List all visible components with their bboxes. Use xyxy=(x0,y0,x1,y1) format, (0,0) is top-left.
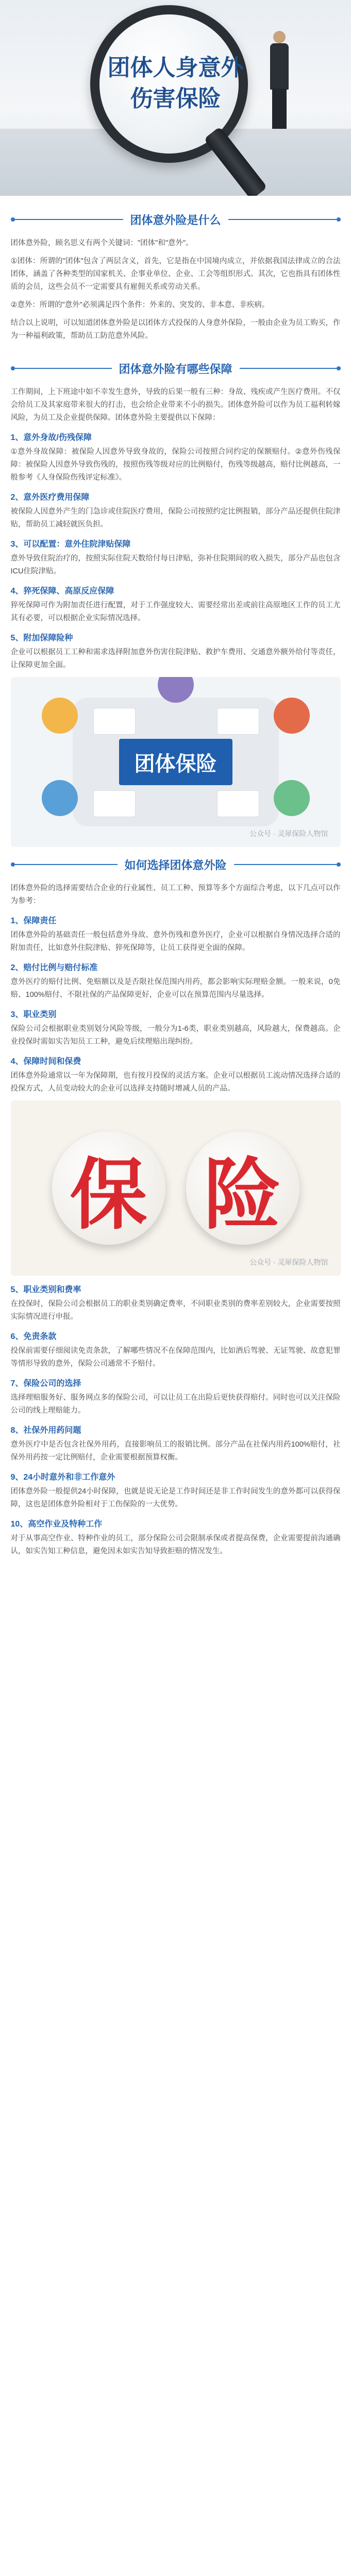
paragraph: 意外医疗的赔付比例、免赔额以及是否限社保范围内用药，都会影响实际理赔金额。一般来说，0免赔、100%赔付、不限社保的产品保障更好，企业可以在预算范围内尽量选择。 xyxy=(10,978,341,999)
paragraph: 团体意外险，顾名思义有两个关键词："团体"和"意外"。 xyxy=(10,239,193,247)
hero-title-line2: 伤害保险 xyxy=(130,86,221,112)
hero-title-line1: 团体人身意外 xyxy=(107,55,244,81)
paragraph: 工作期间，上下班途中如不幸发生意外，导致的后果一般有三种：身故、残疾或产生医疗费用。不仅会给员工及其家庭带来很大的打击，也会给企业带来不小的损失。团体意外险可以作为员工福利转嫁风险，为员工及企业提供保障。团体意外险主要提供以下保障： xyxy=(10,388,341,422)
section4-body xyxy=(11,1283,341,1558)
section-heading-1: 团体意外险是什么 xyxy=(11,209,341,230)
illustration-banner: 团体保险 xyxy=(119,739,232,785)
character-bao: 保 xyxy=(52,1131,165,1245)
item-title: 1、保障责任 xyxy=(10,917,57,925)
section-heading-3: 如何选择团体意外险 xyxy=(11,854,341,875)
paragraph: 团体意外险通常以一年为保障期，也有按月投保的灵活方案。企业可以根据员工流动情况选择合适的投保方式，人员变动较大的企业可以选择支持随时增减人员的产品。 xyxy=(10,1072,341,1093)
item-title: 5、附加保障险种 xyxy=(10,634,73,642)
paragraph: 团体意外险的选择需要结合企业的行业属性、员工工种、预算等多个方面综合考虑，以下几点可以作为参考： xyxy=(10,884,341,905)
watermark: 公众号 · 灵犀保险人物馆 xyxy=(249,829,328,838)
paragraph: 被保险人因意外产生的门急诊或住院医疗费用，保险公司按照约定比例报销，部分产品还提供住院津贴，帮助员工减轻就医负担。 xyxy=(10,507,341,529)
item-title: 6、免责条款 xyxy=(10,1332,57,1341)
item-title: 8、社保外用药问题 xyxy=(10,1426,81,1435)
item-title: 5、职业类别和费率 xyxy=(10,1285,81,1294)
item-title: 10、高空作业及特种工作 xyxy=(10,1520,103,1529)
item-title: 4、保障时间和保费 xyxy=(10,1057,81,1066)
paragraph: ②意外：所谓的"意外"必须满足四个条件：外来的、突发的、非本意、非疾病。 xyxy=(10,301,270,309)
item-title: 3、职业类别 xyxy=(10,1010,57,1019)
item-title: 2、赔付比例与赔付标准 xyxy=(10,963,98,972)
section-heading-2: 团体意外险有哪些保障 xyxy=(11,358,341,379)
section2-body xyxy=(11,386,341,672)
section3-body xyxy=(11,882,341,1095)
paragraph: 猝死保障可作为附加责任进行配置，对于工作强度较大、需要经常出差或前往高原地区工作的员工尤其有必要，可以根据企业实际情况选择。 xyxy=(10,601,341,622)
section1-body xyxy=(11,237,341,343)
paragraph: 结合以上说明，可以知道团体意外险是以团体方式投保的人身意外保险，一般由企业为员工购买，作为一种福利政策，帮助员工防范意外风险。 xyxy=(10,319,341,340)
paragraph: 投保前需要仔细阅读免责条款，了解哪些情况不在保障范围内，比如酒后驾驶、无证驾驶、故意犯罪等情形导致的意外，保险公司通常不予赔付。 xyxy=(10,1347,341,1368)
paragraph: 团体意外险的基础责任一般包括意外身故、意外伤残和意外医疗，企业可以根据自身情况选择合适的附加责任，比如意外住院津贴、猝死保障等，让员工获得更全面的保障。 xyxy=(10,931,341,952)
paragraph: 在投保时，保险公司会根据员工的职业类别确定费率，不同职业类别的费率差别较大，企业需要按照实际情况进行申报。 xyxy=(10,1300,341,1321)
character-xian: 险 xyxy=(186,1131,299,1245)
watermark: 公众号 · 灵犀保险人物馆 xyxy=(249,1258,328,1266)
paragraph: 对于从事高空作业、特种作业的员工，部分保险公司会限制承保或者提高保费，企业需要提前沟通确认，如实告知工种信息，避免因未如实告知导致拒赔的情况发生。 xyxy=(10,1534,341,1555)
paragraph: 保险公司会根据职业类别划分风险等级，一般分为1-6类，职业类别越高，风险越大，保费越高。企业投保时需如实告知员工工种，避免后续理赔出现纠纷。 xyxy=(10,1025,341,1046)
group-insurance-illustration xyxy=(11,677,341,847)
businessman-figure xyxy=(268,31,291,129)
paragraph: ①意外身故保障：被保险人因意外导致身故的，保险公司按照合同约定的保额赔付。②意外伤残保障：被保险人因意外导致伤残的，按照伤残等级对应的比例赔付，伤残等级越高，赔付比例越高，一般参考《人身保险伤残评定标准》。 xyxy=(10,448,341,482)
item-title: 7、保险公司的选择 xyxy=(10,1379,81,1388)
paragraph: 意外医疗中是否包含社保外用药，直接影响员工的报销比例。部分产品在社保内用药100%赔付，社保外用药按一定比例赔付，企业需要根据预算权衡。 xyxy=(10,1440,341,1462)
paragraph: ①团体：所谓的"团体"包含了两层含义，首先，它是指在中国境内成立，并依据我国法律成立的合法团体，涵盖了各种类型的国家机关、企事业单位、企业、工会等组织形式。其次，它也指具有团体性质的会员，这些会员不一定需要具有雇佣关系或劳动关系。 xyxy=(10,257,341,291)
baoxian-illustration xyxy=(11,1100,341,1276)
paragraph: 团体意外险一般提供24小时保障，也就是说无论是工作时间还是非工作时间发生的意外都可以获得保障，这也是团体意外险相对于工伤保险的一大优势。 xyxy=(10,1487,341,1509)
item-title: 4、猝死保障、高原反应保障 xyxy=(10,587,114,596)
paragraph: 企业可以根据员工工种和需求选择附加意外伤害住院津贴、救护车费用、交通意外额外给付等责任，让保障更加全面。 xyxy=(10,648,341,669)
item-title: 1、意外身故/伤残保障 xyxy=(10,433,92,442)
paragraph: 意外导致住院治疗的，按照实际住院天数给付每日津贴，弥补住院期间的收入损失，部分产品也包含ICU住院津贴。 xyxy=(10,554,341,575)
item-title: 9、24小时意外和非工作意外 xyxy=(10,1473,115,1482)
paragraph: 选择理赔服务好、服务网点多的保险公司，可以让员工在出险后更快获得赔付。同时也可以关注保险公司的线上理赔能力。 xyxy=(10,1394,341,1415)
item-title: 2、意外医疗费用保障 xyxy=(10,493,90,502)
hero-banner xyxy=(0,0,351,196)
item-title: 3、可以配置：意外住院津贴保障 xyxy=(10,540,131,549)
